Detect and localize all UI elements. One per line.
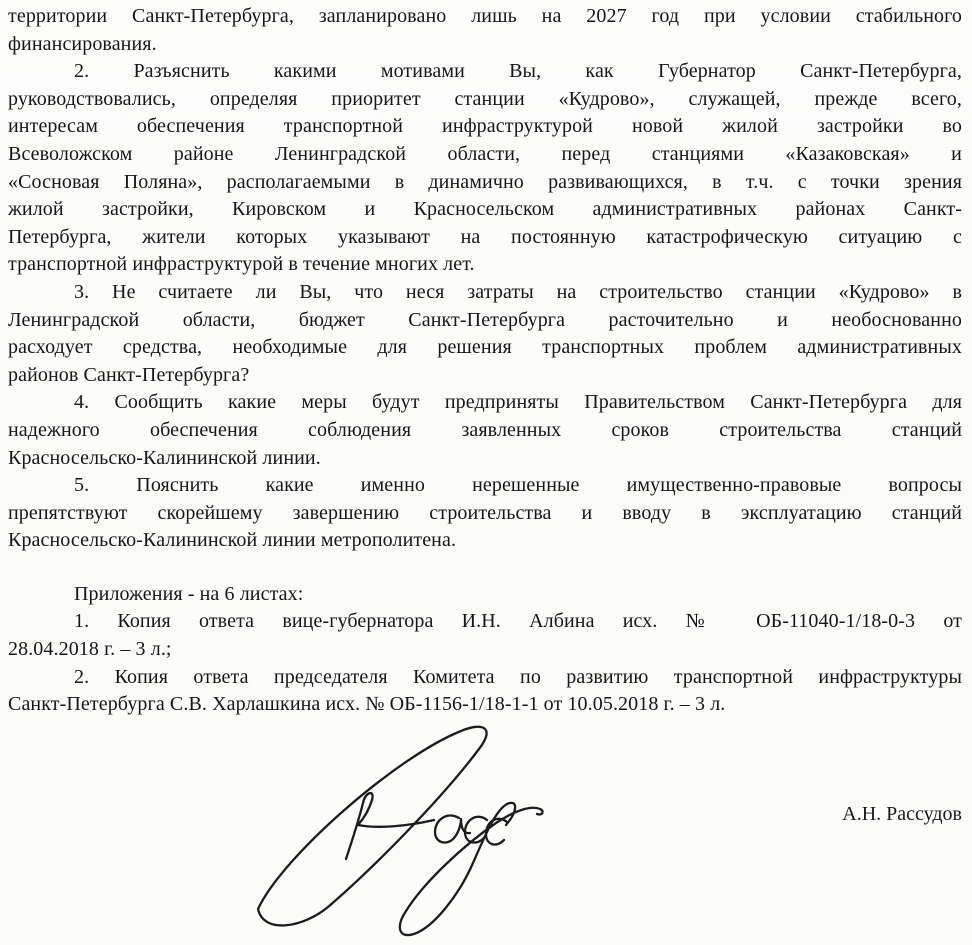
text-line: 3. Не считаете ли Вы, что неся затраты на строительство станции «Кудрово» в bbox=[74, 280, 962, 303]
text-line: территории Санкт-Петербурга, запланировано лишь на 2027 год при условии стабильного bbox=[8, 5, 962, 27]
paragraph bbox=[8, 664, 962, 719]
paragraph bbox=[8, 472, 962, 555]
text-line: руководствовались, определяя приоритет станции «Кудрово», служащей, прежде всего, bbox=[8, 87, 962, 110]
text-line: транспортной инфраструктурой в течение многих лет. bbox=[8, 253, 475, 276]
paragraph bbox=[8, 389, 962, 472]
text-line: расходует средства, необходимые для решения транспортных проблем административных bbox=[8, 336, 962, 359]
text-line: 1. Копия ответа вице-губернатора И.Н. Албина исх. № ОБ-11040-1/18-0-3 от bbox=[74, 610, 962, 633]
paragraph bbox=[8, 581, 962, 609]
text-line: 2. Разъяснить какими мотивами Вы, как Губернатор Санкт-Петербурга, bbox=[74, 60, 962, 83]
text-line: «Сосновая Поляна», располагаемыми в динамично развивающихся, в т.ч. с точки зрения bbox=[8, 170, 962, 193]
paragraph bbox=[8, 3, 962, 58]
text-line: надежного обеспечения соблюдения заявленных сроков строительства станций bbox=[8, 418, 962, 441]
paragraph bbox=[8, 608, 962, 663]
text-line: Ленинградской области, бюджет Санкт-Петербурга расточительно и необоснованно bbox=[8, 308, 962, 331]
signature-block bbox=[0, 719, 972, 936]
text-line: финансирования. bbox=[8, 32, 157, 55]
text-line: 4. Сообщить какие меры будут предприняты Правительством Санкт-Петербурга для bbox=[74, 391, 962, 414]
text-line: Санкт-Петербурга С.В. Харлашкина исх. № ОБ-1156-1/18-1-1 от 10.05.2018 г. – 3 л. bbox=[8, 693, 726, 716]
text-line: 28.04.2018 г. – 3 л.; bbox=[8, 638, 172, 661]
text-line: препятствуют скорейшему завершению строительства и вводу в эксплуатацию станций bbox=[8, 501, 962, 524]
text-line: Петербурга, жители которых указывают на постоянную катастрофическую ситуацию с bbox=[8, 225, 962, 248]
text-line: жилой застройки, Кировском и Красносельском административных районах Санкт- bbox=[8, 198, 962, 221]
text-line: Приложения - на 6 листах: bbox=[74, 582, 304, 605]
text-line: Всеволожском районе Ленинградской области, перед станциями «Казаковская» и bbox=[8, 142, 962, 165]
text-line: районов Санкт-Петербурга? bbox=[8, 363, 250, 386]
text-line: Красносельско-Калининской линии метрополитена. bbox=[8, 529, 457, 552]
paragraph bbox=[8, 279, 962, 389]
text-line: интересам обеспечения транспортной инфраструктурой новой жилой застройки во bbox=[8, 115, 962, 138]
handwritten-signature-icon bbox=[248, 721, 548, 945]
text-line: Красносельско-Калининской линии. bbox=[8, 446, 321, 469]
signatory-name: А.Н. Рассудов bbox=[842, 802, 962, 825]
text-line: 2. Копия ответа председателя Комитета по развитию транспортной инфраструктуры bbox=[74, 665, 962, 688]
text-line: 5. Пояснить какие именно нерешенные имущественно-правовые вопросы bbox=[74, 474, 962, 497]
paragraph bbox=[8, 58, 962, 279]
